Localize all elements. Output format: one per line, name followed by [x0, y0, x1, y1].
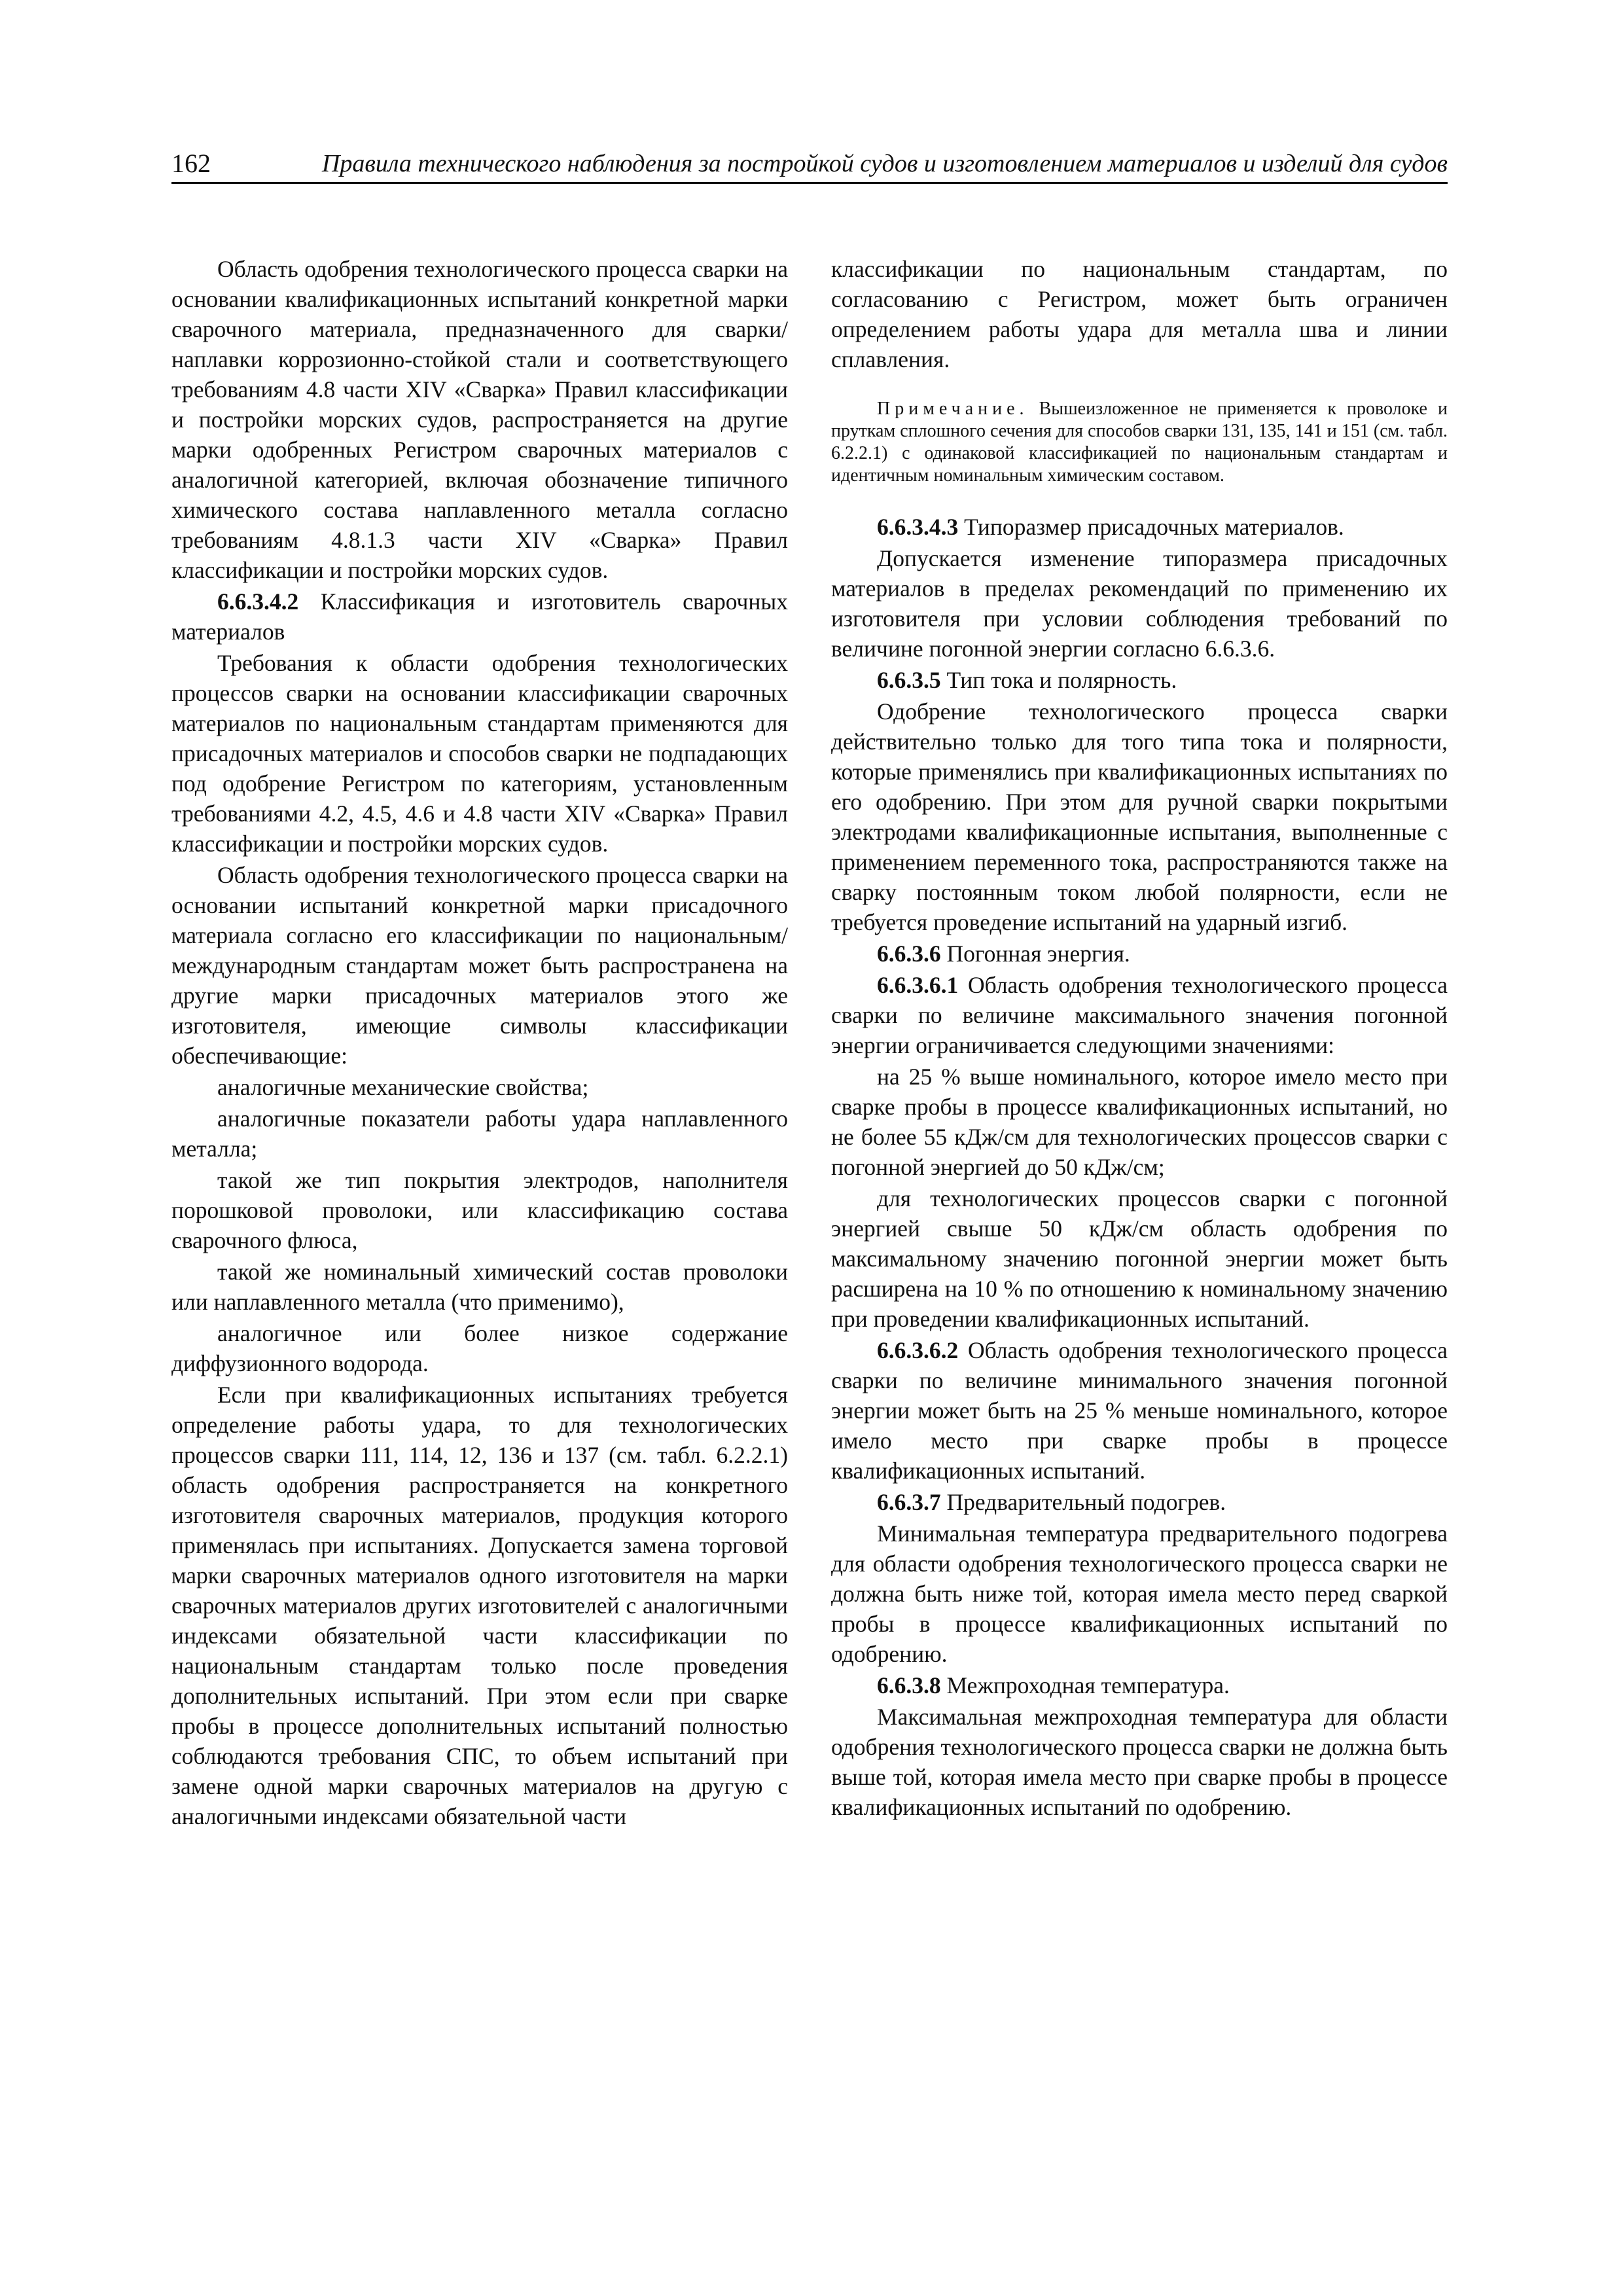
- section-number: 6.6.3.4.2: [217, 588, 299, 615]
- paragraph: Максимальная межпроходная температура для области одобрения технологического процесса сварки не должна быть выше той, которая имела место при сварке пробы в процессе квалификационных испытаний по одобрению.: [831, 1704, 1448, 1820]
- note: [831, 398, 1448, 487]
- section-heading-6-6-3-8: [831, 1670, 1448, 1700]
- section-number: 6.6.3.8: [877, 1672, 941, 1698]
- section-title: Межпроходная температура.: [946, 1672, 1230, 1698]
- list-item: аналогичные механические свойства;: [217, 1074, 589, 1100]
- section-number: 6.6.3.6.2: [877, 1337, 959, 1363]
- paragraph: Допускается изменение типоразмера присадочных материалов в пределах рекомендаций по применению их изготовителя при условии соблюдения требований по величине погонной энергии согласно 6.6.3.6.: [831, 545, 1448, 662]
- section-title: Погонная энергия.: [946, 941, 1130, 967]
- list-item: такой же тип покрытия электродов, наполнителя порошковой проволоки, или классификацию состава сварочного флюса,: [171, 1167, 788, 1253]
- section-heading-6-6-3-5: [831, 665, 1448, 695]
- paragraph: для технологических процессов сварки с погонной энергией свыше 50 кДж/см область одобрения по максимальному значению погонной энергии может быть расширена на 10 % по отношению к номинальному значению при проведении квалификационных испытаний.: [831, 1185, 1448, 1332]
- section-number: 6.6.3.5: [877, 667, 941, 693]
- section-text: Область одобрения технологического процесса сварки по величине минимального значения погонной энергии может быть на 25 % меньше номинального, которое имело место при сварке пробы в процессе квалификационных испытаний.: [831, 1337, 1448, 1484]
- paragraph: Одобрение технологического процесса сварки действительно только для того типа тока и полярности, которые применялись при квалификационных испытаниях по его одобрению. При этом для ручной сварки покрытыми электродами квалификационные испытания, выполненные с применением переменного тока, распространяются также на сварку постоянным током любой полярности, если не требуется проведение испытаний на ударный изгиб.: [831, 698, 1448, 935]
- section-title: Тип тока и полярность.: [946, 667, 1177, 693]
- paragraph: Минимальная температура предварительного подогрева для области одобрения технологического процесса сварки не должна быть ниже той, которая имела место перед сваркой пробы в процессе квалификационных испытаний по одобрению.: [831, 1520, 1448, 1667]
- list-item: аналогичное или более низкое содержание диффузионного водорода.: [171, 1320, 788, 1376]
- page-number: 162: [171, 149, 211, 178]
- paragraph: Требования к области одобрения технологических процессов сварки на основании классификации сварочных материалов по национальным стандартам применяются для присадочных материалов и способов сварки не подпадающих под одобрение Регистром по категориям, установленным требованиями 4.2, 4.5, 4.6 и 4.8 части XIV «Сварка» Правил классификации и постройки морских судов.: [171, 650, 788, 857]
- list-item: аналогичные показатели работы удара наплавленного металла;: [171, 1105, 788, 1162]
- paragraph: на 25 % выше номинального, которое имело место при сварке пробы в процессе квалификационных испытаний, но не более 55 кДж/см для технологических процессов сварки с погонной энергией до 50 кДж/см;: [831, 1064, 1448, 1180]
- right-column: [831, 254, 1448, 1823]
- section-number: 6.6.3.6.1: [877, 972, 959, 998]
- section-number: 6.6.3.7: [877, 1489, 941, 1515]
- left-column: [171, 254, 788, 1833]
- running-title: Правила технического наблюдения за постройкой судов и изготовлением материалов и изделий для судов: [321, 150, 1448, 177]
- section-heading-6-6-3-6: [831, 939, 1448, 969]
- section-title: Классификация и изготовитель сварочных материалов: [171, 588, 788, 645]
- section-number: 6.6.3.6: [877, 941, 941, 967]
- section-title: Предварительный подогрев.: [946, 1489, 1226, 1515]
- paragraph: Область одобрения технологического процесса сварки на основании квалификационных испытаний конкретной марки сварочного материала, предназначенного для сварки/наплавки коррозионно-стойкой стали и соответствующего требованиям 4.8 части XIV «Сварка» Правил классификации и постройки морских судов, распространяется на другие марки одобренных Регистром сварочных материалов с аналогичной категорией, включая обозначение типичного химического состава наплавленного металла согласно требованиям 4.8.1.3 части XIV «Сварка» Правил классификации и постройки морских судов.: [171, 256, 788, 583]
- section-6-6-3-6-2: [831, 1335, 1448, 1486]
- section-heading-6-6-3-4-2: [171, 586, 788, 647]
- section-6-6-3-6-1: [831, 970, 1448, 1060]
- list-item: такой же номинальный химический состав проволоки или наплавленного металла (что применимо),: [171, 1259, 788, 1315]
- page-header: [171, 145, 1448, 184]
- section-title: Типоразмер присадочных материалов.: [964, 514, 1344, 540]
- section-number: 6.6.3.4.3: [877, 514, 959, 540]
- section-text: Область одобрения технологического процесса сварки по величине максимального значения погонной энергии ограничивается следующими значениями:: [831, 972, 1448, 1058]
- note-text: Вышеизложенное не применяется к проволоке и пруткам сплошного сечения для способов сварки 131, 135, 141 и 151 (см. табл. 6.2.2.1) с одинаковой классификацией по национальным стандартам и идентичным номинальным химическим составом.: [831, 399, 1448, 486]
- paragraph-continued: классификации по национальным стандартам, по согласованию с Регистром, может быть ограничен определением работы удара для металла шва и линии сплавления.: [831, 256, 1448, 372]
- note-label: Примечание.: [877, 399, 1029, 419]
- paragraph: Если при квалификационных испытаниях требуется определение работы удара, то для технологических процессов сварки 111, 114, 12, 136 и 137 (см. табл. 6.2.2.1) область одобрения распространяется на конкретного изготовителя сварочных материалов, продукция которого применялась при испытаниях. Допускается замена торговой марки сварочных материалов одного изготовителя на марки сварочных материалов других изготовителей с аналогичными индексами обязательной части классификации по национальным стандартам только после проведения дополнительных испытаний. При этом если при сварке пробы в процессе дополнительных испытаний полностью соблюдаются требования СПС, то объем испытаний при замене одной марки сварочных материалов на другую с аналогичными индексами обязательной части: [171, 1382, 788, 1829]
- paragraph: Область одобрения технологического процесса сварки на основании испытаний конкретной марки присадочного материала согласно его классификации по национальным/международным стандартам может быть распространена на другие марки присадочных материалов этого же изготовителя, имеющие символы классификации обеспечивающие:: [171, 862, 788, 1069]
- section-heading-6-6-3-4-3: [831, 512, 1448, 542]
- section-heading-6-6-3-7: [831, 1487, 1448, 1517]
